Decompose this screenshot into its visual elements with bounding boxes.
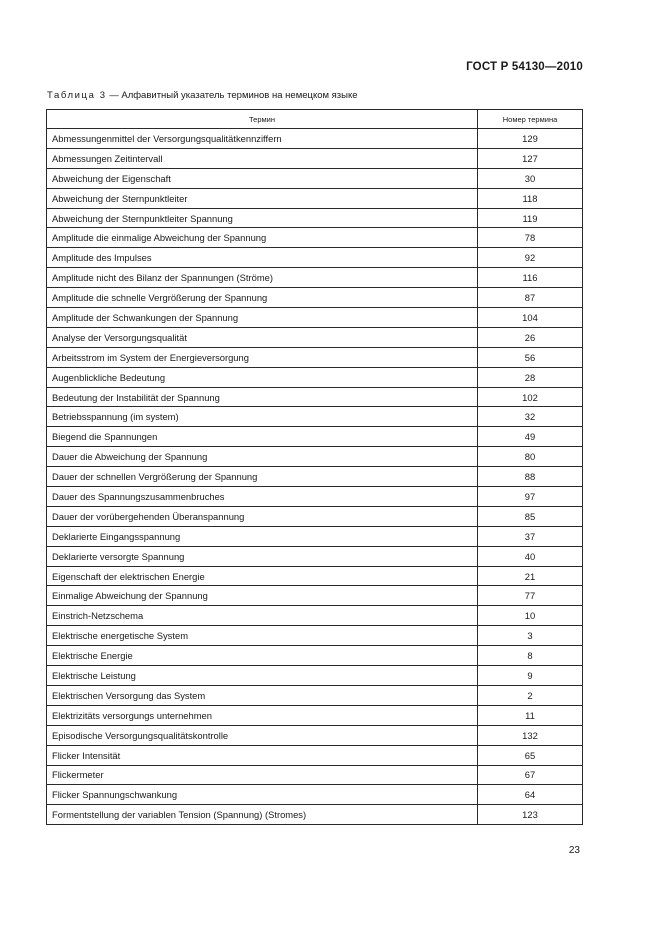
term-cell: Flicker Spannungschwankung — [47, 785, 478, 805]
table-row — [47, 725, 583, 745]
term-number-cell: 88 — [478, 467, 583, 487]
table-row — [47, 765, 583, 785]
term-number-cell: 3 — [478, 626, 583, 646]
term-cell: Elektrische energetische System — [47, 626, 478, 646]
term-number-cell: 67 — [478, 765, 583, 785]
table-row — [47, 148, 583, 168]
term-cell: Abweichung der Sternpunktleiter — [47, 188, 478, 208]
term-number-cell: 80 — [478, 447, 583, 467]
term-number-cell: 28 — [478, 367, 583, 387]
table-row — [47, 367, 583, 387]
term-number-cell: 123 — [478, 805, 583, 825]
term-cell: Formentstellung der variablen Tension (Spannung) (Stromes) — [47, 805, 478, 825]
table-row — [47, 467, 583, 487]
term-cell: Amplitude der Schwankungen der Spannung — [47, 308, 478, 328]
term-number-cell: 11 — [478, 705, 583, 725]
term-cell: Flicker Intensität — [47, 745, 478, 765]
table-caption-label: Таблица 3 — [47, 90, 107, 101]
table-row — [47, 427, 583, 447]
table-row — [47, 268, 583, 288]
term-cell: Abweichung der Eigenschaft — [47, 168, 478, 188]
term-cell: Amplitude die einmalige Abweichung der Spannung — [47, 228, 478, 248]
table-row — [47, 646, 583, 666]
page-number: 23 — [568, 845, 580, 856]
table-row — [47, 785, 583, 805]
table-row — [47, 347, 583, 367]
table-header-row — [47, 110, 583, 129]
term-number-cell: 56 — [478, 347, 583, 367]
term-number-cell: 26 — [478, 327, 583, 347]
term-cell: Dauer des Spannungszusammenbruches — [47, 487, 478, 507]
term-number-cell: 118 — [478, 188, 583, 208]
table-body — [47, 129, 583, 825]
table-caption-text: — Алфавитный указатель терминов на немецком языке — [106, 90, 358, 101]
term-number-cell: 65 — [478, 745, 583, 765]
table-row — [47, 546, 583, 566]
term-number-cell: 9 — [478, 666, 583, 686]
term-cell: Amplitude die schnelle Vergrößerung der Spannung — [47, 288, 478, 308]
term-cell: Elektrizitäts versorgungs unternehmen — [47, 705, 478, 725]
term-cell: Elektrischen Versorgung das System — [47, 685, 478, 705]
term-cell: Betriebsspannung (im system) — [47, 407, 478, 427]
table-row — [47, 447, 583, 467]
term-number-cell: 30 — [478, 168, 583, 188]
table-row — [47, 208, 583, 228]
table-row — [47, 666, 583, 686]
table-row — [47, 129, 583, 149]
term-cell: Flickermeter — [47, 765, 478, 785]
term-cell: Abmessungenmittel der Versorgungsqualitätkennziffern — [47, 129, 478, 149]
table-row — [47, 566, 583, 586]
table-row — [47, 387, 583, 407]
term-cell: Deklarierte versorgte Spannung — [47, 546, 478, 566]
table-row — [47, 586, 583, 606]
column-header-number: Номер термина — [478, 110, 583, 129]
term-cell: Abmessungen Zeitintervall — [47, 148, 478, 168]
table-row — [47, 228, 583, 248]
table-caption — [47, 90, 358, 101]
term-cell: Elektrische Leistung — [47, 666, 478, 686]
table-row — [47, 288, 583, 308]
table-row — [47, 526, 583, 546]
term-number-cell: 119 — [478, 208, 583, 228]
term-number-cell: 85 — [478, 506, 583, 526]
term-number-cell: 127 — [478, 148, 583, 168]
table-row — [47, 407, 583, 427]
term-cell: Eigenschaft der elektrischen Energie — [47, 566, 478, 586]
table-row — [47, 506, 583, 526]
table-row — [47, 308, 583, 328]
table-row — [47, 805, 583, 825]
term-number-cell: 104 — [478, 308, 583, 328]
term-number-cell: 97 — [478, 487, 583, 507]
term-number-cell: 129 — [478, 129, 583, 149]
term-cell: Bedeutung der Instabilität der Spannung — [47, 387, 478, 407]
term-number-cell: 92 — [478, 248, 583, 268]
term-number-cell: 102 — [478, 387, 583, 407]
table-row — [47, 626, 583, 646]
table-row — [47, 745, 583, 765]
term-number-cell: 64 — [478, 785, 583, 805]
term-number-cell: 116 — [478, 268, 583, 288]
term-number-cell: 49 — [478, 427, 583, 447]
term-number-cell: 21 — [478, 566, 583, 586]
term-cell: Augenblickliche Bedeutung — [47, 367, 478, 387]
term-number-cell: 32 — [478, 407, 583, 427]
term-cell: Arbeitsstrom im System der Energieversorgung — [47, 347, 478, 367]
term-number-cell: 37 — [478, 526, 583, 546]
terms-index-table — [46, 109, 583, 825]
term-cell: Abweichung der Sternpunktleiter Spannung — [47, 208, 478, 228]
term-cell: Amplitude des Impulses — [47, 248, 478, 268]
term-cell: Biegend die Spannungen — [47, 427, 478, 447]
term-cell: Deklarierte Eingangsspannung — [47, 526, 478, 546]
term-number-cell: 8 — [478, 646, 583, 666]
term-number-cell: 40 — [478, 546, 583, 566]
table-row — [47, 705, 583, 725]
column-header-term: Термин — [47, 110, 478, 129]
term-number-cell: 77 — [478, 586, 583, 606]
term-number-cell: 87 — [478, 288, 583, 308]
term-cell: Dauer die Abweichung der Spannung — [47, 447, 478, 467]
term-number-cell: 2 — [478, 685, 583, 705]
document-code: ГОСТ Р 54130—2010 — [466, 61, 583, 73]
term-number-cell: 132 — [478, 725, 583, 745]
term-cell: Einmalige Abweichung der Spannung — [47, 586, 478, 606]
table-row — [47, 327, 583, 347]
table-row — [47, 606, 583, 626]
term-number-cell: 10 — [478, 606, 583, 626]
table-row — [47, 248, 583, 268]
term-cell: Amplitude nicht des Bilanz der Spannungen (Ströme) — [47, 268, 478, 288]
table-row — [47, 685, 583, 705]
table-row — [47, 188, 583, 208]
term-cell: Dauer der schnellen Vergrößerung der Spannung — [47, 467, 478, 487]
table-row — [47, 168, 583, 188]
table-row — [47, 487, 583, 507]
term-cell: Dauer der vorübergehenden Überanspannung — [47, 506, 478, 526]
term-cell: Elektrische Energie — [47, 646, 478, 666]
term-cell: Analyse der Versorgungsqualität — [47, 327, 478, 347]
term-cell: Episodische Versorgungsqualitätskontrolle — [47, 725, 478, 745]
term-cell: Einstrich-Netzschema — [47, 606, 478, 626]
term-number-cell: 78 — [478, 228, 583, 248]
